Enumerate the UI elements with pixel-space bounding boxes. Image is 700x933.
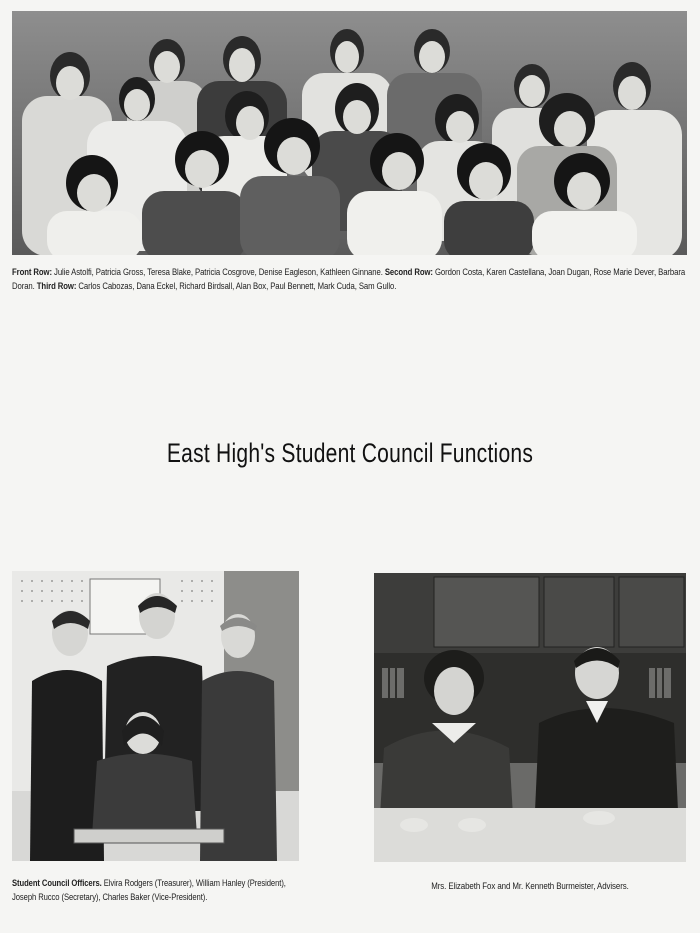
advisers-photo <box>374 573 686 862</box>
group-photo-caption <box>12 265 688 293</box>
officers-caption-text: Elvira Rodgers (Treasurer), William Hanley (President), Joseph Rucco (Secretary), Charles Baker (Vice-President). <box>12 878 286 902</box>
second-row-label: Second Row: <box>384 267 433 277</box>
page-title: East High's Student Council Functions <box>166 438 534 469</box>
third-row-names: Carlos Cabozas, Dana Eckel, Richard Birdsall, Alan Box, Paul Bennett, Mark Cuda, Sam Gullo. <box>76 281 397 291</box>
officers-caption-label: Student Council Officers. <box>12 878 102 888</box>
third-row-label: Third Row: <box>36 281 77 291</box>
officers-photo <box>12 571 299 861</box>
front-row-names: Julie Astolfi, Patricia Gross, Teresa Blake, Patricia Cosgrove, Denise Eagleson, Kathleen Ginnane. <box>51 267 385 277</box>
officers-caption <box>12 876 301 904</box>
group-photo <box>12 11 687 255</box>
front-row-label: Front Row: <box>12 267 52 277</box>
advisers-caption: Mrs. Elizabeth Fox and Mr. Kenneth Burmeister, Advisers. <box>431 881 629 891</box>
second-row-names: Gordon Costa, Karen Castellana, Joan Dugan, Rose Marie Dever, Barbara Doran. <box>12 267 686 291</box>
